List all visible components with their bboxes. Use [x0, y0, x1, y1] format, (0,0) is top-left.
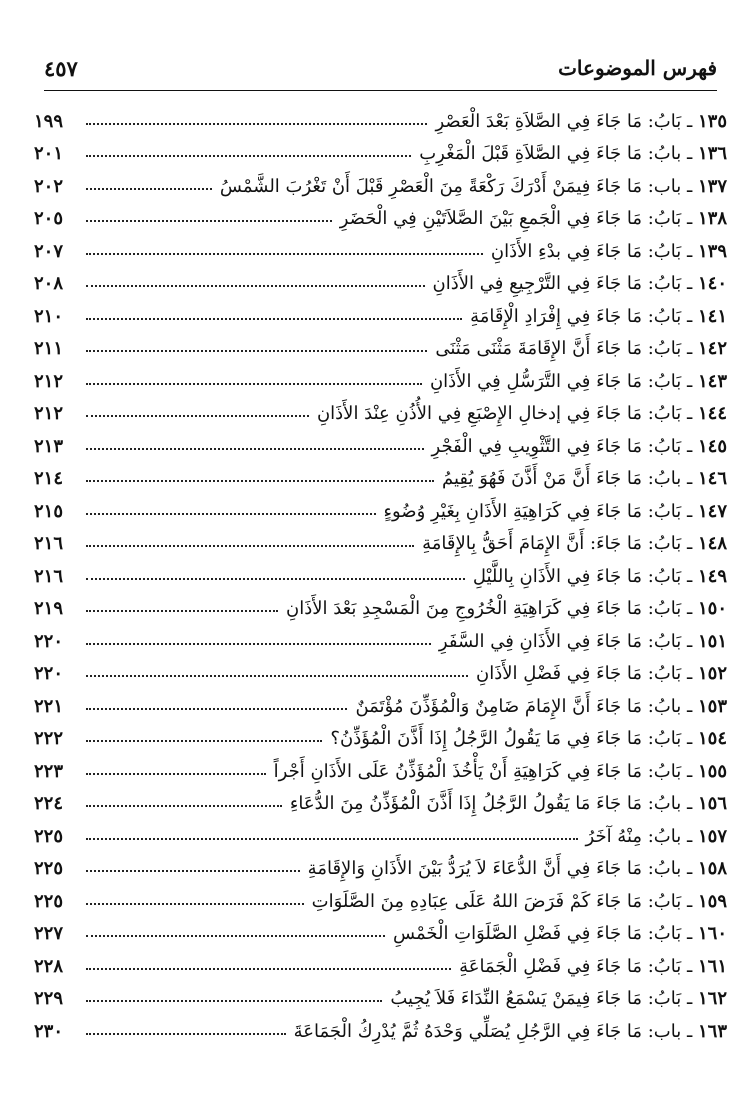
toc-entry [393, 923, 727, 944]
chapter-title: ـ بَابُ: مَا جَاءَ فِي التَّرْجِيعِ فِي الأَذَانِ [432, 273, 693, 294]
page-ref: ٢١٣ [34, 435, 64, 457]
chapter-title: ـ بَابُ: مَا جَاءَ فِي مَا يَقُولُ الرَّجُلُ إِذَا أَذَّنَ الْمُؤَذِّنُ؟ [330, 728, 693, 749]
chapter-number: ١٥٨ [697, 858, 727, 879]
chapter-number: ١٦١ [697, 955, 727, 977]
dot-leader [86, 123, 427, 125]
toc-row [30, 619, 731, 652]
page-ref: ٢١٢ [34, 370, 64, 392]
page-header [44, 56, 717, 91]
toc-entry [491, 241, 727, 262]
toc-row [30, 392, 731, 425]
toc-entry [439, 631, 727, 652]
dot-leader [86, 155, 411, 157]
toc-row [30, 717, 731, 750]
dot-leader [86, 415, 309, 417]
toc-row [30, 1009, 731, 1042]
chapter-number: ١٦٣ [697, 1020, 727, 1042]
chapter-number: ١٤٩ [697, 565, 727, 587]
chapter-number: ١٤٢ [697, 338, 727, 359]
toc-row [30, 944, 731, 977]
dot-leader [86, 805, 282, 807]
toc-entry [459, 956, 727, 977]
chapter-number: ١٤١ [697, 305, 727, 327]
toc-entry [442, 468, 727, 489]
toc-entry [355, 696, 727, 717]
toc-entry [286, 598, 727, 619]
dot-leader [86, 480, 434, 482]
toc-row [30, 782, 731, 815]
dot-leader [86, 513, 376, 515]
page-ref: ٢١٦ [34, 565, 64, 587]
page-ref: ٢٠١ [34, 143, 64, 164]
chapter-number: ١٥٠ [697, 598, 727, 619]
chapter-number: ١٤٣ [697, 370, 727, 392]
dot-leader [86, 285, 425, 287]
toc-row [30, 684, 731, 717]
chapter-number: ١٥٦ [697, 793, 727, 814]
toc-row [30, 197, 731, 230]
dot-leader [86, 935, 385, 937]
chapter-number: ١٣٩ [697, 240, 727, 262]
toc-entry [317, 403, 727, 424]
chapter-number: ١٤٨ [697, 533, 727, 554]
chapter-title: ـ بَابُ: مَا جَاءَ فِي الأَذَانِ فِي السَّفَرِ [438, 630, 693, 652]
running-title: فهرس الموضوعات [558, 56, 717, 80]
page-ref: ٢٢٥ [34, 825, 64, 847]
toc-entry [422, 533, 727, 554]
toc-row [30, 912, 731, 945]
toc-entry [430, 371, 727, 392]
chapter-title: ـ بَابُ: مَا جَاءَ فِي إدخالِ الإِصْبَعِ فِي الأُذُنِ عِنْدَ الأَذَانِ [316, 403, 693, 424]
toc-row [30, 977, 731, 1010]
chapter-title: ـ بابُ: مَا جَاءَ مَا يَقُولُ الرَّجُلُ إِذَا أَذَّنَ الْمُؤَذِّنُ مِنَ الدُّعَاءِ [289, 793, 693, 814]
chapter-number: ١٥٤ [697, 728, 727, 749]
chapter-number: ١٥٩ [697, 890, 727, 912]
page-ref: ٢٢٣ [34, 760, 64, 782]
page-ref: ٢٢٥ [34, 890, 64, 912]
chapter-number: ١٣٨ [697, 208, 727, 229]
chapter-number: ١٣٥ [697, 110, 727, 132]
toc-entry [473, 566, 727, 587]
dot-leader [86, 220, 332, 222]
page-ref: ٢٢٧ [34, 923, 64, 944]
page-ref: ٢٢٠ [34, 630, 64, 652]
toc-entry [432, 436, 727, 457]
chapter-number: ١٤٠ [697, 273, 727, 294]
page-ref: ٢٣٠ [34, 1020, 64, 1042]
toc-entry [435, 111, 727, 132]
chapter-title: ـ بَابُ: مَا جَاءَ فِي كَرَاهِيَةِ أَنْ يَأْخُذَ الْمُؤَذِّنُ عَلَى الأَذَانِ أَجْراً [273, 760, 693, 782]
page-ref: ٢١٦ [34, 533, 64, 554]
chapter-number: ١٤٥ [697, 435, 727, 457]
toc-row [30, 262, 731, 295]
toc-row [30, 554, 731, 587]
toc-entry [312, 891, 727, 912]
chapter-title: ـ بَابُ: مَا جَاءَ فِي التَّثْوِيبِ فِي الْفَجْرِ [431, 435, 693, 457]
toc-entry [294, 1021, 727, 1042]
toc-row [30, 132, 731, 165]
page-ref: ٢٠٢ [34, 175, 64, 197]
toc-entry [308, 858, 727, 879]
toc-entry [435, 338, 727, 359]
toc-row [30, 424, 731, 457]
chapter-title: ـ باب: مَا جَاءَ فِي الرَّجُلِ يُصَلِّي وَحْدَهُ ثُمَّ يُدْرِكُ الْجَمَاعَةَ [293, 1020, 693, 1042]
page-ref: ٢٠٨ [34, 273, 64, 294]
chapter-number: ١٥٣ [697, 695, 727, 717]
page-ref: ٢٢٥ [34, 858, 64, 879]
toc-row [30, 879, 731, 912]
toc-entry [290, 793, 727, 814]
chapter-number: ١٦٠ [697, 923, 727, 944]
page-ref: ٢٢٢ [34, 728, 64, 749]
dot-leader [86, 1000, 382, 1002]
toc-row [30, 489, 731, 522]
toc-entry [433, 273, 727, 294]
chapter-number: ١٥٢ [697, 663, 727, 684]
page-ref: ٢٢١ [34, 695, 64, 717]
dot-leader [86, 610, 278, 612]
dot-leader [86, 870, 300, 872]
toc-entry [419, 143, 727, 164]
chapter-title: ـ بَابُ: مَا جَاءَ فِي كَرَاهِيَةِ الأَذَانِ بِغَيْرِ وُضُوءٍ [383, 500, 693, 522]
toc-row [30, 587, 731, 620]
toc-entry [476, 663, 727, 684]
chapter-title: ـ بَابُ: مَا جَاءَ فِي فَضْلِ الأَذَانِ [475, 663, 693, 684]
toc-entry [384, 501, 727, 522]
chapter-title: ـ بَابُ: مَا جَاءَ: أَنَّ الإِمَامَ أَحَقُّ بِالإِقَامَةِ [422, 533, 693, 554]
chapter-number: ١٥٥ [697, 760, 727, 782]
toc-row [30, 294, 731, 327]
chapter-number: ١٤٧ [697, 500, 727, 522]
chapter-title: ـ بَابُ: مَا جَاءَ فِي كَرَاهِيَةِ الْخُرُوجِ مِنَ الْمَسْجِدِ بَعْدَ الأَذَانِ [286, 598, 693, 619]
chapter-title: ـ بَابُ: مَا جَاءَ فِي الْجَمعِ بَيْنَ الصَّلاَتَيْنِ فِي الْحَضَرِ [339, 208, 693, 229]
chapter-title: ـ بَابُ: مَا جَاءَ أَنَّ الإِقَامَةَ مَثْنَى مَثْنَى [435, 338, 693, 359]
toc-row [30, 457, 731, 490]
toc-entry [220, 176, 727, 197]
page-ref: ٢٢٩ [34, 988, 64, 1009]
chapter-title: ـ بَابُ: مَا جَاءَ فِي الأَذَانِ بِاللَّيْلِ [472, 565, 693, 587]
page-ref: ٢٠٥ [34, 208, 64, 229]
toc-row [30, 652, 731, 685]
dot-leader [86, 350, 427, 352]
table-of-contents [30, 99, 731, 1042]
dot-leader [86, 545, 414, 547]
toc-entry [274, 761, 727, 782]
chapter-title: ـ بابُ: مَا جَاءَ أَنَّ مَنْ أَذَّنَ فَهُوَ يُقِيمُ [441, 468, 693, 489]
toc-row [30, 327, 731, 360]
toc-row [30, 164, 731, 197]
chapter-title: ـ بَابُ: مَا جَاءَ فِي إِفْرَادِ الْإِقَامَةِ [470, 305, 693, 327]
dot-leader [86, 318, 462, 320]
dot-leader [86, 773, 266, 775]
page-ref: ٢٢٤ [34, 793, 64, 814]
chapter-title: ـ بَابُ: مَا جَاءَ فِي فَضْلِ الصَّلَوَاتِ الْخَمْسِ [393, 923, 693, 944]
chapter-title: ـ بَابُ: مَا جَاءَ فِي بدْءِ الأَذَانِ [490, 240, 693, 262]
dot-leader [86, 578, 465, 580]
chapter-title: ـ بَابُ: مَا جَاءَ فِي التَّرَسُّلِ فِي الأَذَانِ [429, 370, 693, 392]
toc-row [30, 99, 731, 132]
chapter-title: ـ باب: مَا جَاءَ فِيمَنْ أَدْرَكَ رَكْعَةً مِنَ الْعَصْرِ قَبْلَ أَنْ تَغْرُبَ الشَّمْسُ [219, 175, 693, 197]
page-ref: ٢٢٨ [34, 955, 64, 977]
chapter-title: ـ بابُ: مَا جَاءَ فِي أَنَّ الدُّعَاءَ لاَ يُرَدُّ بَيْنَ الأَذَانِ وَالإِقَامَةِ [307, 858, 693, 879]
chapter-number: ١٥٧ [697, 825, 727, 847]
dot-leader [86, 708, 347, 710]
page-ref: ٢١٢ [34, 403, 64, 424]
dot-leader [86, 448, 424, 450]
chapter-title: ـ بابُ: مِنْهُ آخَرُ [585, 825, 693, 847]
dot-leader [86, 188, 212, 190]
page-ref: ٢١١ [34, 338, 64, 359]
dot-leader [86, 253, 483, 255]
toc-entry [586, 826, 727, 847]
page-ref: ٢١٥ [34, 500, 64, 522]
chapter-title: ـ بَابُ: مَا جَاءَ فِي الصَّلاَةِ بَعْدَ الْعَصْرِ [435, 110, 693, 132]
page-ref: ٢٠٧ [34, 240, 64, 262]
dot-leader [86, 740, 322, 742]
toc-row [30, 847, 731, 880]
page-ref: ٢٢٠ [34, 663, 64, 684]
dot-leader [86, 903, 304, 905]
dot-leader [86, 838, 578, 840]
toc-entry [470, 306, 727, 327]
dot-leader [86, 968, 451, 970]
chapter-number: ١٣٧ [697, 175, 727, 197]
dot-leader [86, 1033, 286, 1035]
chapter-number: ١٥١ [697, 630, 727, 652]
toc-row [30, 359, 731, 392]
page-ref: ٢١٠ [34, 305, 64, 327]
chapter-number: ١٤٦ [697, 468, 727, 489]
chapter-title: ـ بَابُ: مَا جَاءَ كَمْ فَرَضَ اللهُ عَلَى عِبَادِهِ مِنَ الصَّلَوَاتِ [311, 890, 693, 912]
chapter-title: ـ بَابُ: مَا جَاءَ فِيمَنْ يَسْمَعُ النِّدَاءَ فَلاَ يُجِيبُ [390, 988, 693, 1009]
page-ref: ٢١٩ [34, 598, 64, 619]
toc-row [30, 522, 731, 555]
chapter-title: ـ بَابُ: مَا جَاءَ فِي فَضْلِ الْجَمَاعَةِ [459, 955, 693, 977]
dot-leader [86, 643, 431, 645]
toc-row [30, 749, 731, 782]
chapter-title: ـ بابُ: مَا جَاءَ فِي الصَّلاَةِ قَبْلَ الْمَغْرِبِ [419, 143, 693, 164]
toc-row [30, 229, 731, 262]
page-ref: ١٩٩ [34, 110, 64, 132]
page-number: ٤٥٧ [44, 56, 78, 81]
toc-row [30, 814, 731, 847]
chapter-title: ـ بابُ: مَا جَاءَ أَنَّ الإِمَامَ ضَامِنٌ وَالْمُؤَذِّنَ مُؤْتَمَنٌ [355, 695, 693, 717]
chapter-number: ١٤٤ [697, 403, 727, 424]
chapter-number: ١٣٦ [697, 143, 727, 164]
dot-leader [86, 383, 422, 385]
toc-entry [330, 728, 727, 749]
toc-entry [340, 208, 727, 229]
toc-entry [390, 988, 727, 1009]
chapter-number: ١٦٢ [697, 988, 727, 1009]
page-ref: ٢١٤ [34, 468, 64, 489]
dot-leader [86, 675, 468, 677]
